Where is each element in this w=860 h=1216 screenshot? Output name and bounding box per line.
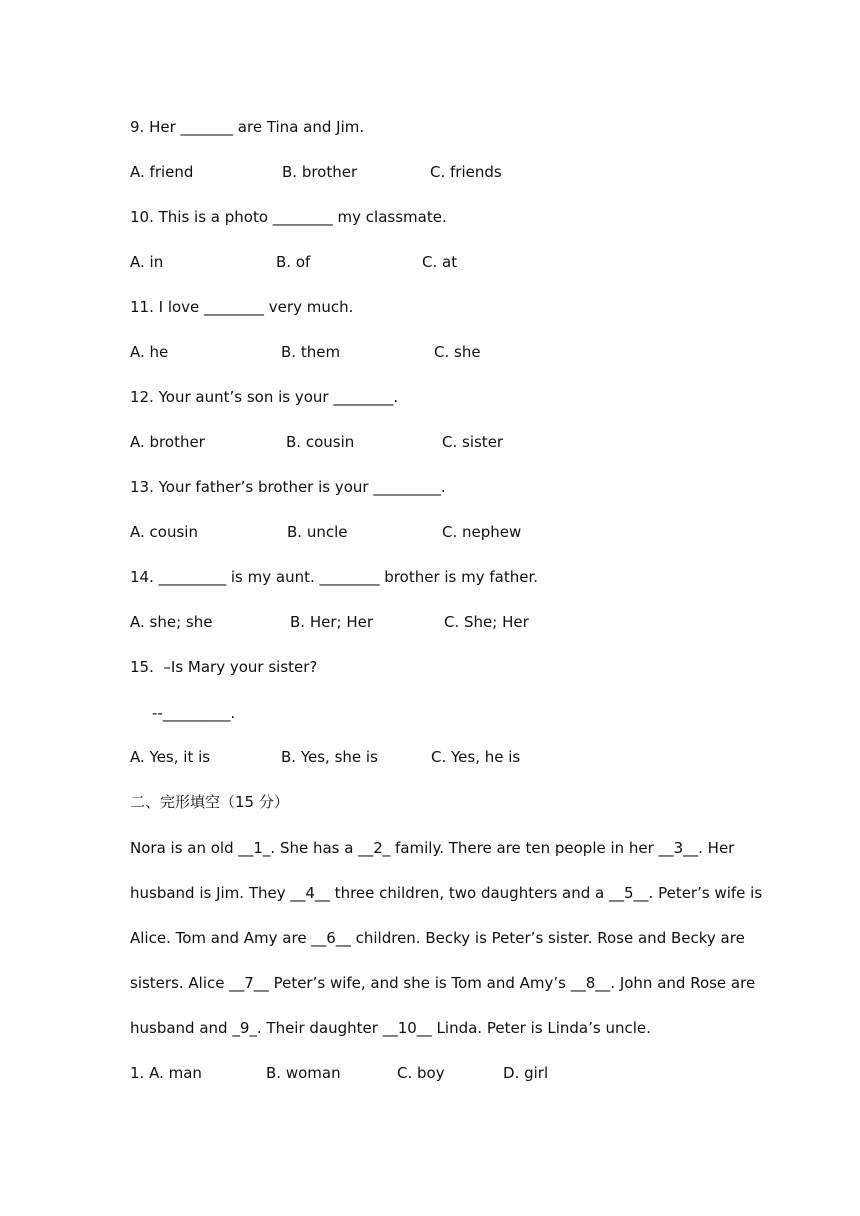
q9-option-a: A. friend [130,163,194,181]
q12-option-c: C. sister [442,433,504,451]
question-9: 9. Her _______ are Tina and Jim. [130,118,365,136]
q9-option-c: C. friends [430,163,502,181]
q14-option-c: C. She; Her [444,613,529,631]
passage-line-2: husband is Jim. They __4__ three children, two daughters and a __5__. Peter’s wife is [130,884,763,902]
q13-option-c: C. nephew [442,523,522,541]
passage-line-4: sisters. Alice __7__ Peter’s wife, and she is Tom and Amy’s __8__. John and Rose are [130,974,756,992]
question-13: 13. Your father’s brother is your _________. [130,478,446,496]
q15-reply-blank: --_________. [152,704,236,722]
q15-option-c: C. Yes, he is [431,748,521,766]
question-14: 14. _________ is my aunt. ________ brother is my father. [130,568,539,586]
passage-line-5: husband and _9_. Their daughter __10__ Linda. Peter is Linda’s uncle. [130,1019,651,1037]
q11-option-c: C. she [434,343,481,361]
q12-option-b: B. cousin [286,433,355,451]
section-heading: 二、完形填空（15 分） [130,793,289,811]
question-12: 12. Your aunt’s son is your ________. [130,388,399,406]
cloze-1-option-d: D. girl [503,1064,549,1082]
question-11: 11. I love ________ very much. [130,298,354,316]
q13-option-a: A. cousin [130,523,198,541]
q15-option-a: A. Yes, it is [130,748,211,766]
q9-option-b: B. brother [282,163,358,181]
q15-option-b: B. Yes, she is [281,748,378,766]
q10-option-a: A. in [130,253,164,271]
passage-line-1: Nora is an old __1_. She has a __2_ family. There are ten people in her __3__. Her [130,839,735,857]
cloze-1-option-c: C. boy [397,1064,445,1082]
cloze-1-option-b: B. woman [266,1064,341,1082]
q10-option-b: B. of [276,253,311,271]
question-15: 15. –Is Mary your sister? [130,658,318,676]
q12-option-a: A. brother [130,433,205,451]
q11-option-a: A. he [130,343,169,361]
q14-option-a: A. she; she [130,613,213,631]
question-10: 10. This is a photo ________ my classmate. [130,208,447,226]
passage-line-3: Alice. Tom and Amy are __6__ children. Becky is Peter’s sister. Rose and Becky are [130,929,745,947]
cloze-1-option-a: 1. A. man [130,1064,202,1082]
q13-option-b: B. uncle [287,523,348,541]
q14-option-b: B. Her; Her [290,613,373,631]
q10-option-c: C. at [422,253,458,271]
q11-option-b: B. them [281,343,341,361]
